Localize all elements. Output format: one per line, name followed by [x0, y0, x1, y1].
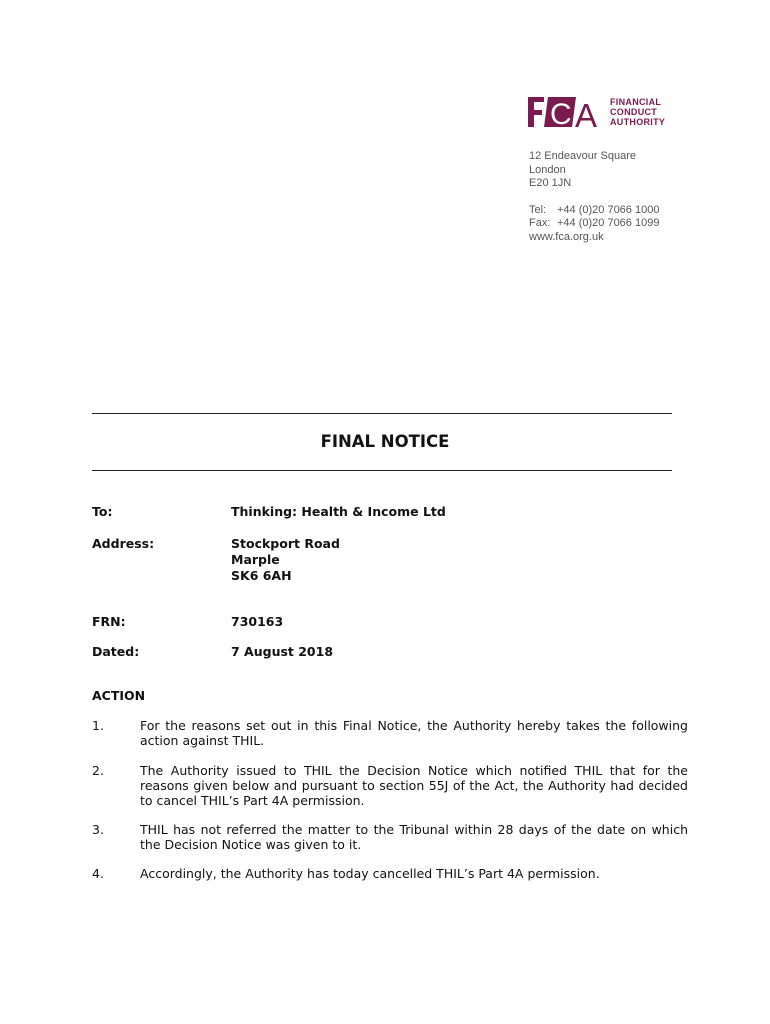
field-address: [92, 536, 340, 583]
address-line: Marple: [231, 552, 280, 567]
paragraph-text: For the reasons set out in this Final Notice, the Authority hereby takes the following action against THIL.: [140, 718, 688, 748]
tel-line: [529, 204, 659, 218]
field-label: Dated:: [92, 644, 140, 659]
fca-address: [529, 150, 659, 244]
field-label: Address:: [92, 536, 155, 551]
fca-logo: [528, 95, 665, 129]
fca-logo-mark: [528, 95, 604, 129]
field-value: 730163: [231, 614, 284, 629]
address-line: 12 Endeavour Square: [529, 150, 637, 162]
tel-value: +44 (0)20 7066 1000: [557, 203, 660, 216]
divider-bottom: [92, 470, 672, 471]
field-frn: [92, 614, 284, 630]
paragraph-text: THIL has not referred the matter to the Tribunal within 28 days of the date on which the Decision Notice was given to it.: [140, 822, 688, 852]
paragraph-number: 3.: [92, 822, 104, 837]
field-label: To:: [92, 504, 113, 519]
field-value: Thinking: Health & Income Ltd: [231, 504, 446, 519]
paragraph-text: The Authority issued to THIL the Decision Notice which notified THIL that for the reasons given below and pursuant to section 55J of the Act, the Authority had decided to cancel THIL’s Part 4A permission.: [140, 763, 688, 808]
address-line: SK6 6AH: [231, 568, 292, 583]
field-to: [92, 504, 446, 520]
fax-value: +44 (0)20 7066 1099: [557, 217, 660, 229]
logo-text-line: FINANCIAL: [610, 97, 662, 107]
tel-label: Tel:: [529, 203, 547, 216]
field-dated: [92, 644, 334, 660]
svg-text:C: C: [550, 98, 572, 129]
paragraph-text: Accordingly, the Authority has today cancelled THIL’s Part 4A permission.: [140, 866, 600, 881]
paragraph-number: 4.: [92, 866, 104, 881]
address-line: E20 1JN: [529, 177, 572, 189]
logo-text: [610, 97, 665, 127]
paragraph-number: 2.: [92, 763, 104, 778]
field-label: FRN:: [92, 614, 126, 629]
paragraph-number: 1.: [92, 718, 104, 733]
field-value: 7 August 2018: [231, 644, 334, 659]
divider-top: [92, 413, 672, 414]
fax-label: Fax:: [529, 217, 551, 229]
address-line: Stockport Road: [231, 536, 340, 551]
page-title: FINAL NOTICE: [320, 432, 450, 451]
paragraph: [92, 822, 688, 852]
paragraph: [92, 718, 688, 748]
logo-text-line: AUTHORITY: [610, 117, 666, 127]
logo-text-line: CONDUCT: [610, 107, 658, 117]
paragraph: [92, 763, 688, 808]
address-line: London: [529, 163, 566, 176]
fax-line: [529, 217, 659, 231]
svg-text:A: A: [575, 97, 598, 129]
paragraph: [92, 866, 688, 881]
section-heading: ACTION: [92, 688, 146, 703]
field-value: [231, 536, 340, 584]
website-link[interactable]: www.fca.org.uk: [529, 230, 604, 243]
